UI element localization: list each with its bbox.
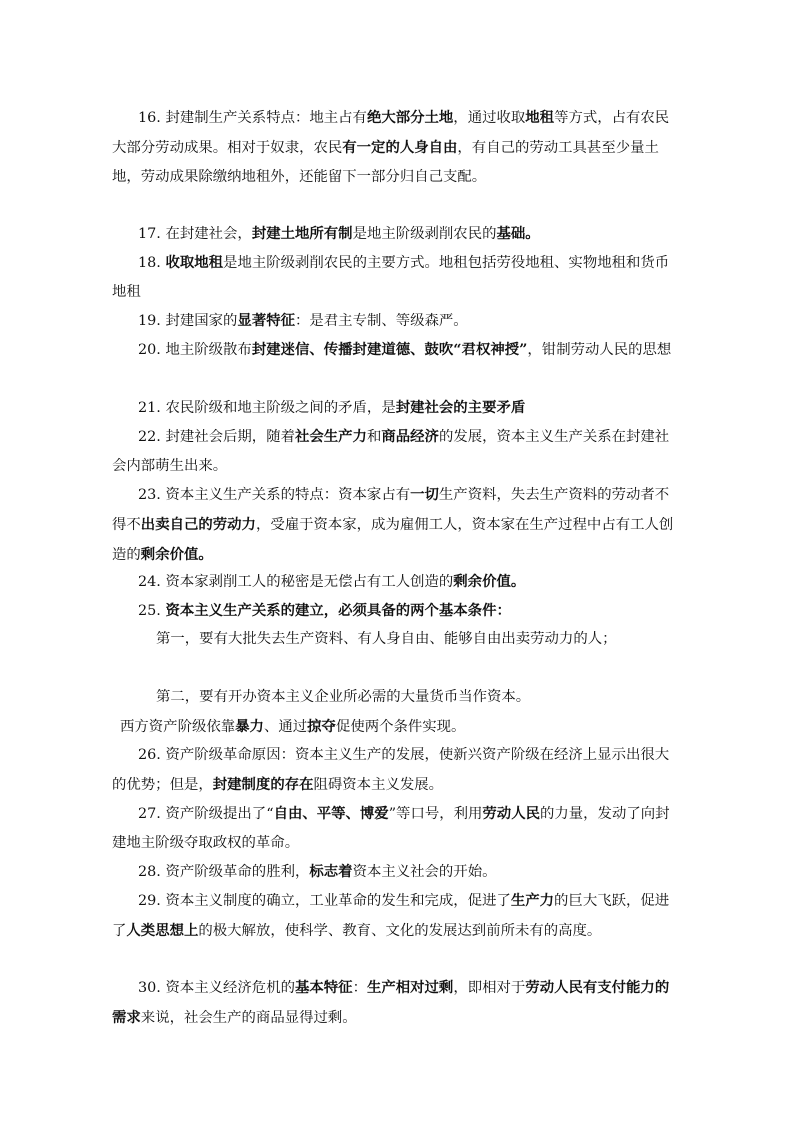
- bold-text: 地租: [525, 109, 555, 126]
- text-run: 24. 资本家剥削工人的秘密是无偿占有工人创造的: [138, 574, 454, 590]
- paragraph-condition-1: [112, 625, 682, 654]
- paragraph-21: [112, 393, 682, 423]
- bold-text: 掠夺: [307, 718, 336, 735]
- text-run: 的极大解放，使科学、教育、文化的发展达到前所未有的高度。: [198, 923, 602, 939]
- text-run: 23. 资本主义生产关系的特点：资本家占有: [138, 487, 411, 503]
- text-run: 22. 封建社会后期，随着: [138, 429, 295, 445]
- paragraph-22: [112, 422, 682, 481]
- bold-text: 剩余价值。: [453, 573, 526, 590]
- paragraph-18: [112, 248, 682, 307]
- bold-text: 绝大部分土地: [366, 109, 454, 126]
- text-run: 的力量，发动了向封建地主阶级夺取政权的革命。: [112, 806, 670, 851]
- bold-text: 社会生产力: [294, 428, 367, 445]
- text-run: ，钳制劳动人民的思想: [527, 342, 672, 358]
- text-run: 的巨大飞跃，促进了: [112, 893, 670, 939]
- bold-text: 商品经济: [381, 428, 439, 445]
- text-run: 生产资料，失去生产资料的劳动者不得不: [112, 487, 670, 533]
- text-run: 促使两个条件实现。: [335, 719, 466, 735]
- paragraph-30: [112, 973, 682, 1033]
- text-run: 17. 在封建社会，: [138, 226, 252, 242]
- bold-text: 劳动人民: [482, 805, 540, 822]
- text-run: 21. 农民阶级和地主阶级之间的矛盾，是: [138, 400, 396, 416]
- bold-text: 资本主义生产关系的建立，必须具备的两个基本条件：: [165, 602, 511, 619]
- text-run: 16. 封建制生产关系特点：地主占有: [138, 110, 367, 126]
- text-run: ：: [352, 980, 367, 996]
- bold-text: 封建社会的主要矛盾: [395, 399, 526, 416]
- paragraph-28: [112, 857, 682, 887]
- bold-text: 基本特征: [294, 979, 353, 996]
- bold-text: 生产相对过剩: [366, 979, 454, 996]
- paragraph-violence: [112, 712, 682, 742]
- bold-text: 一切: [410, 486, 439, 503]
- text-run: ，有自己的劳动工具甚至少量土地，劳动成果除缴纳地租外，还能留下一部分归自己支配。: [112, 140, 659, 185]
- text-run: 阻碍资本主义发展。: [313, 777, 444, 793]
- paragraph-20: [112, 335, 682, 365]
- text-run: 27. 资产阶级提出了“: [138, 806, 274, 822]
- paragraph-26: [112, 741, 682, 800]
- text-run: 19. 封建国家的: [138, 313, 238, 329]
- bold-text: 人类思想上: [126, 922, 199, 939]
- bold-text: 剩余价值。: [140, 546, 213, 563]
- text-run: 资本主义社会的开始。: [352, 864, 497, 880]
- text-run: ，通过收取: [453, 110, 526, 126]
- text-run: ，受雇于资本家，成为雇佣工人，资本家在生产过程中占有工人创造的: [112, 517, 674, 563]
- text-run: 和: [366, 429, 382, 445]
- bold-text: 基础。: [496, 225, 540, 242]
- bold-text: 劳动人民有支付能力的需求: [112, 979, 670, 1026]
- text-run: 20. 地主阶级散布: [138, 342, 252, 358]
- paragraph-16: [112, 103, 682, 192]
- bold-text: 自由、平等、博爱: [273, 805, 389, 822]
- paragraph-17: [112, 219, 682, 249]
- text-run: 30. 资本主义经济危机的: [138, 980, 295, 996]
- text-run: 来说，社会生产的商品显得过剩。: [140, 1010, 357, 1026]
- paragraph-24: [112, 567, 682, 597]
- bold-text: 收取地租: [165, 254, 224, 271]
- text-run: ，即相对于: [453, 980, 526, 996]
- bold-text: 封建迷信、传播封建道德、鼓吹“君权神授”: [251, 341, 528, 358]
- paragraph-19: [112, 306, 682, 336]
- text-run: 29. 资本主义制度的确立，工业革命的发生和完成，促进了: [138, 893, 511, 909]
- paragraph-23: [112, 480, 682, 570]
- text-run: 西方资产阶级依靠: [120, 719, 236, 735]
- text-run: 26. 资产阶级革命原因：资本主义生产的发展，使新兴资产阶级在经济上显示出很大的优势；但是，: [112, 747, 670, 793]
- text-run: 第一，要有大批失去生产资料、有人身自由、能够自由出卖劳动力的人；: [156, 631, 617, 647]
- text-run: ：是君主专制、等级森严。: [295, 313, 468, 329]
- text-run: 等方式，占有农民大部分劳动成果。相对于奴隶，农民: [112, 110, 670, 156]
- text-run: 是地主阶级剥削农民的主要方式。地租包括劳役地租、实物地租和货币地租: [112, 255, 670, 300]
- text-run: 28. 资产阶级革命的胜利，: [138, 864, 310, 880]
- text-run: 的发展，资本主义生产关系在封建社会内部萌生出来。: [112, 429, 670, 474]
- paragraph-25: [112, 596, 682, 626]
- paragraph-27: [112, 799, 682, 858]
- text-run: 是地主阶级剥削农民的: [352, 226, 497, 242]
- bold-text: 标志着: [309, 863, 353, 880]
- paragraph-condition-2: [112, 683, 682, 712]
- bold-text: 暴力: [235, 718, 264, 735]
- text-run: 25.: [138, 603, 166, 619]
- bold-text: 出卖自己的劳动力: [140, 516, 256, 533]
- text-run: 、通过: [263, 719, 308, 735]
- text-run: ”等口号，利用: [388, 806, 483, 822]
- paragraph-29: [112, 886, 682, 946]
- text-run: 第二，要有开办资本主义企业所必需的大量货币当作资本。: [156, 689, 531, 705]
- bold-text: 封建制度的存在: [212, 776, 314, 793]
- bold-text: 显著特征: [237, 312, 295, 329]
- bold-text: 有一定的人身自由: [342, 139, 458, 156]
- bold-text: 封建土地所有制: [251, 225, 353, 242]
- text-run: 18.: [138, 255, 166, 271]
- bold-text: 生产力: [510, 892, 555, 909]
